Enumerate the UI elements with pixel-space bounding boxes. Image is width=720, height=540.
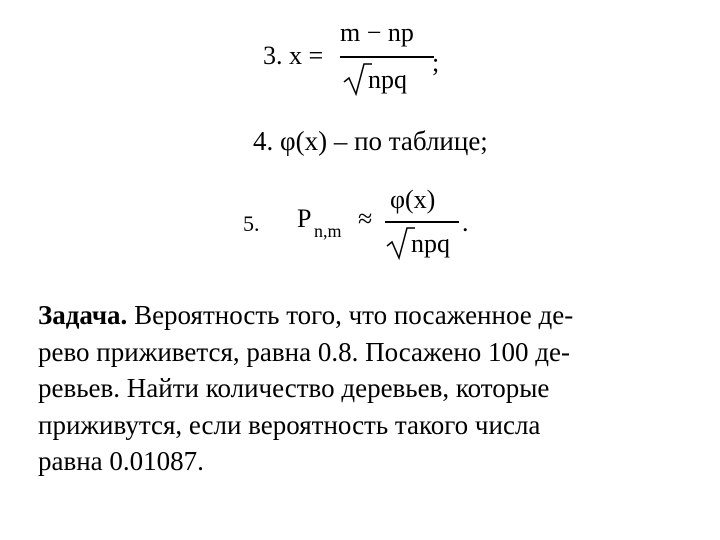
formula-5-period: . (462, 208, 469, 237)
formula-5-P: P (297, 204, 312, 233)
problem-heading: Задача. (38, 300, 128, 330)
formula-5-subscript: n,m (314, 221, 342, 241)
formula-5-approx: ≈ (358, 204, 373, 233)
problem-line-2: рево приживется, равна 0.8. Посажено 100 де- (38, 336, 570, 367)
problem-line-4: приживутся, если вероятность такого числа (38, 409, 541, 440)
formula-3-denominator: npq (368, 65, 407, 94)
problem-text (38, 297, 688, 480)
formula-5-numerator: φ(x) (390, 185, 436, 214)
problem-line-3: ревьев. Найти количество деревьев, которые (38, 373, 550, 403)
problem-line-1 (38, 297, 688, 334)
fraction-bar (385, 221, 459, 223)
formula-3-label: 3. x = (263, 41, 324, 70)
formula-5-label: 5. (243, 211, 260, 236)
formula-3-semicolon: ; (432, 48, 440, 77)
formula-3-numerator: m − np (340, 18, 414, 47)
problem-line-5: равна 0.01087. (38, 446, 204, 476)
formula-4: 4. φ(x) – по таблице; (253, 126, 488, 156)
formula-5-denominator: npq (411, 229, 450, 258)
fraction-bar (340, 56, 434, 58)
problem-line-1-text: Вероятность того, что посаженное де- (127, 300, 574, 330)
